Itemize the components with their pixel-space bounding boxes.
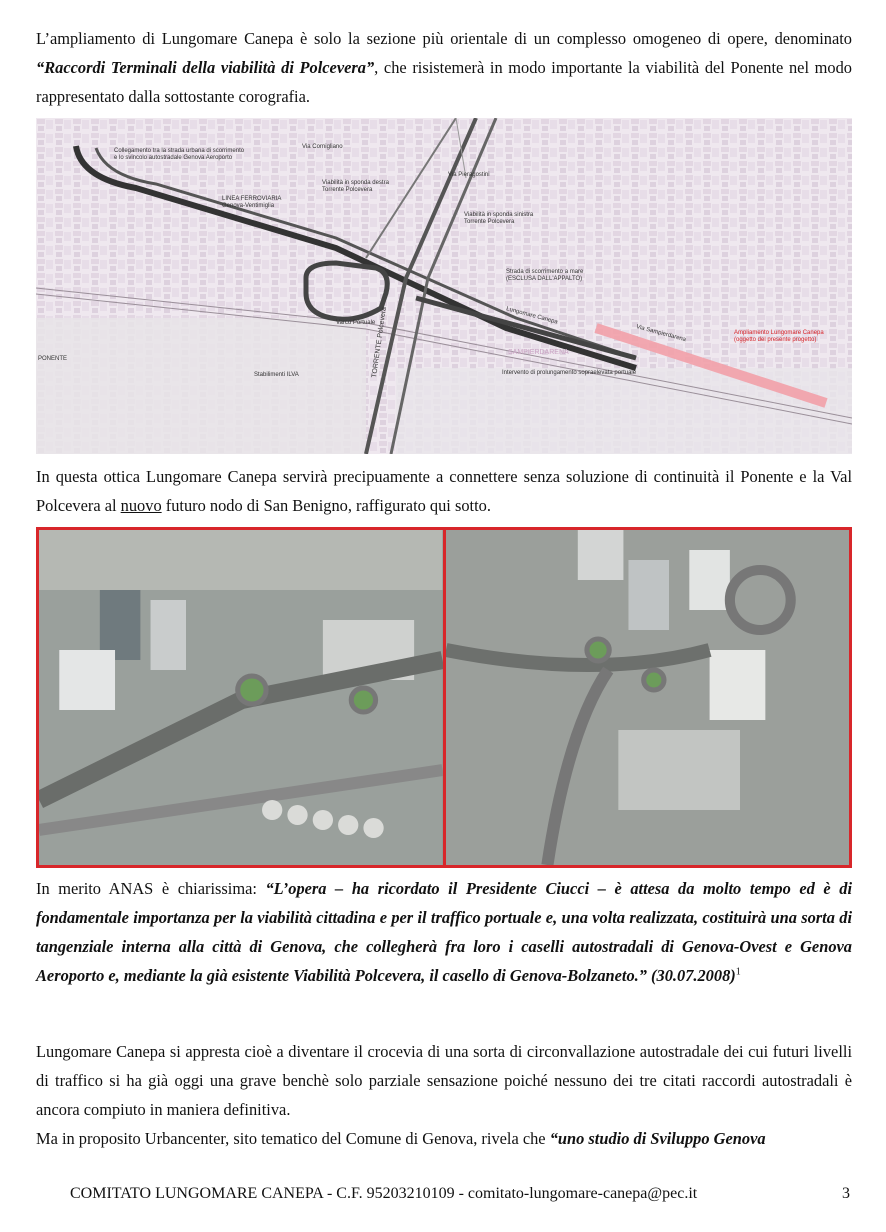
urbancenter-quote: “uno studio di Sviluppo Genova xyxy=(549,1129,766,1148)
page-footer xyxy=(70,1184,850,1204)
svg-text:(oggetto del presente progetto: (oggetto del presente progetto) xyxy=(734,337,817,343)
paragraph-intro xyxy=(36,24,852,111)
aerial-render-left xyxy=(39,530,443,865)
svg-text:Viabilità in sponda sinistra: Viabilità in sponda sinistra xyxy=(464,212,534,218)
corografia-map xyxy=(36,118,852,454)
svg-text:Viabilità in sponda destra: Viabilità in sponda destra xyxy=(322,180,389,186)
paragraph-crocevia xyxy=(36,1037,852,1124)
p3-text: In merito ANAS è chiarissima: xyxy=(36,879,266,898)
svg-text:Torrente Polcevera: Torrente Polcevera xyxy=(464,219,515,225)
svg-text:Via Sampierdarena: Via Sampierdarena xyxy=(635,324,687,344)
svg-text:Lungomare Canepa: Lungomare Canepa xyxy=(505,306,559,326)
svg-text:Collegamento tra la strada urb: Collegamento tra la strada urbana di scorrimento xyxy=(114,148,245,154)
footer-text: COMITATO LUNGOMARE CANEPA - C.F. 95203210109 - comitato-lungomare-canepa@pec.it xyxy=(70,1185,698,1202)
page-number: 3 xyxy=(842,1185,850,1202)
svg-text:e lo svincolo autostradale Gen: e lo svincolo autostradale Genova Aeroporto xyxy=(114,155,233,161)
svg-text:(ESCLUSA DALL'APPALTO): (ESCLUSA DALL'APPALTO) xyxy=(506,276,583,282)
svg-text:Genova-Ventimiglia: Genova-Ventimiglia xyxy=(222,203,275,209)
intro-emphasis: “Raccordi Terminali della viabilità di Polcevera” xyxy=(36,58,375,77)
svg-text:Torrente Polcevera: Torrente Polcevera xyxy=(322,187,373,193)
svg-text:Varco Portuale: Varco Portuale xyxy=(336,320,376,326)
intro-text-end: , che risistemerà in modo importante la viabilità del Ponente nel modo rappresentato dalla sottostante corografia. xyxy=(36,58,852,106)
p2-text-end: futuro nodo di San Benigno, raffigurato qui sotto. xyxy=(161,496,491,515)
svg-text:Stabilimenti ILVA: Stabilimenti ILVA xyxy=(254,372,299,378)
svg-text:Ampliamento Lungomare Canepa: Ampliamento Lungomare Canepa xyxy=(734,330,824,336)
san-benigno-renderings xyxy=(36,527,852,868)
p2-text: In questa ottica Lungomare Canepa servirà precipuamente a connettere senza soluzione di continuità il Ponente e la Val Polcevera al xyxy=(36,467,852,515)
svg-text:Strada di scorrimento a mare: Strada di scorrimento a mare xyxy=(506,269,584,275)
paragraph-urbancenter xyxy=(36,1124,852,1153)
p5-text: Ma in proposito Urbancenter, sito tematico del Comune di Genova, rivela che xyxy=(36,1129,550,1148)
svg-text:TORRENTE Polcevera: TORRENTE Polcevera xyxy=(371,306,388,379)
svg-text:Via Cornigliano: Via Cornigliano xyxy=(302,144,343,150)
intro-text: L’ampliamento di Lungomare Canepa è solo la sezione più orientale di un complesso omogeneo di opere, denominato xyxy=(36,29,852,48)
p2-underlined: nuovo xyxy=(120,496,162,515)
svg-text:PONENTE: PONENTE xyxy=(38,356,68,362)
paragraph-san-benigno xyxy=(36,462,852,520)
aerial-render-right xyxy=(446,530,850,865)
svg-text:Via Pieragostini: Via Pieragostini xyxy=(448,172,490,178)
footnote-marker: 1 xyxy=(735,966,741,978)
svg-text:LINEA FERROVIARIA: LINEA FERROVIARIA xyxy=(222,196,282,202)
svg-text:SAMPIERDARENA: SAMPIERDARENA xyxy=(508,349,569,356)
p4-text: Lungomare Canepa si appresta cioè a diventare il crocevia di una sorta di circonvallazione autostradale dei cui futuri livelli di traffico si ha già oggi una grave benchè solo parziale sensazione poiché nessuno dei tre citati raccordi autostradali è ancora compiuto in maniera definitiva. xyxy=(36,1042,852,1119)
anas-quote: “L’opera – ha ricordato il Presidente Ciucci – è attesa da molto tempo ed è di fondamentale importanza per la viabilità cittadina e per il traffico portuale e, una volta realizzata, costituirà una sorta di tangenziale interna alla città di Genova, che collegherà fra loro i caselli autostradali di Genova-Ovest e Genova Aeroporto e, mediante la già esistente Viabilità Polcevera, il casello di Genova-Bolzaneto.” (30.07.2008) xyxy=(36,879,852,985)
svg-text:Intervento di prolungamento so: Intervento di prolungamento sopraelevata portuale xyxy=(502,370,637,376)
paragraph-anas-quote xyxy=(36,874,852,990)
